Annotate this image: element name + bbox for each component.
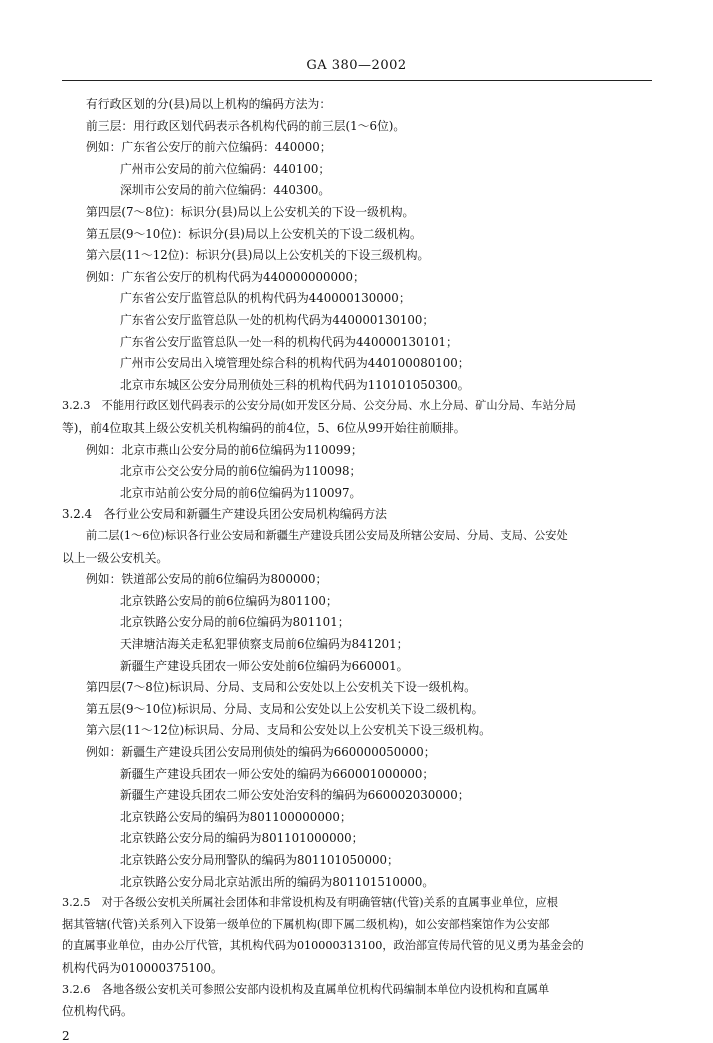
text-line: 例如：北京市燕山公安分局的前6位编码为110099；	[86, 442, 363, 457]
text-line: 前二层(1～6位)标识各行业公安局和新疆生产建设兵团公安局及所辖公安局、分局、支局、公安处	[86, 529, 568, 542]
text-line: 机构代码为010000375100。	[62, 961, 223, 975]
text-line: 第四层(7～8位)：标识分(县)局以上公安机关的下设一级机构。	[86, 205, 415, 219]
text-line: 广东省公安厅监管总队一处的机构代码为440000130100；	[120, 313, 435, 327]
text-line: 北京市站前公安分局的前6位编码为110097。	[120, 485, 362, 500]
text-line: 北京市公交公安分局的前6位编码为110098；	[120, 464, 362, 479]
section-heading-3-2-3: 3.2.3 不能用行政区划代码表示的公安分局(如开发区分局、公交分局、水上分局、矿山分局、车站分局	[62, 399, 576, 413]
text-line: 新疆生产建设兵团农二师公安处治安科的编码为660002030000；	[120, 788, 470, 803]
text-line: 北京铁路公安分局的前6位编码为801101；	[120, 615, 350, 630]
text-line: 前三层：用行政区划代码表示各机构代码的前三层(1～6位)。	[86, 118, 406, 133]
text-line: 第四层(7～8位)标识局、分局、支局和公安处以上公安机关下设一级机构。	[86, 680, 476, 695]
text-line: 北京市东城区公安分局刑侦处三科的机构代码为110101050300。	[120, 377, 470, 392]
text-line: 第五层(9～10位)：标识分(县)局以上公安机关的下设二级机构。	[86, 226, 422, 241]
text-line: 北京铁路公安分局刑警队的编码为801101050000；	[120, 853, 399, 867]
section-heading-3-2-5: 3.2.5 对于各级公安机关所属社会团体和非常设机构及有明确管辖(代管)关系的直属事业单位，应根	[62, 896, 558, 910]
text-line: 北京铁路公安分局北京站派出所的编码为801101510000。	[120, 874, 435, 889]
text-line: 广东省公安厅监管总队的机构代码为440000130000；	[120, 291, 411, 306]
text-line: 广州市公安局出入境管理处综合科的机构代码为440100080100；	[120, 356, 470, 371]
text-line: 的直属事业单位，由办公厅代管，其机构代码为010000313100，政治部宣传局代管的见义勇为基金会的	[62, 939, 584, 953]
text-line: 深圳市公安局的前六位编码：440300。	[120, 183, 331, 198]
text-line: 新疆生产建设兵团农一师公安处的编码为660001000000；	[120, 766, 435, 781]
text-line: 例如：新疆生产建设兵团公安局刑侦处的编码为660000050000；	[86, 745, 436, 759]
text-line: 广州市公安局的前六位编码：440100；	[120, 161, 331, 176]
text-line: 等)，前4位取其上级公安机关机构编码的前4位，5、6位从99开始往前顺排。	[62, 421, 466, 435]
page-number: 2	[62, 1028, 70, 1043]
text-line: 第五层(9～10位)标识局、分局、支局和公安处以上公安机关下设二级机构。	[86, 701, 484, 716]
text-line: 例如：广东省公安厅的前六位编码：440000；	[86, 140, 332, 155]
text-line: 例如：铁道部公安局的前6位编码为800000；	[86, 572, 328, 587]
text-line: 例如：广东省公安厅的机构代码为440000000000；	[86, 269, 365, 284]
text-line: 广东省公安厅监管总队一处一科的机构代码为440000130101；	[120, 334, 458, 349]
text-line: 第六层(11～12位)标识局、分局、支局和公安处以上公安机关下设三级机构。	[86, 723, 491, 738]
text-line: 北京铁路公安局的编码为801100000000；	[120, 809, 352, 824]
text-line: 有行政区划的分(县)局以上机构的编码方法为：	[86, 97, 332, 111]
header-rule	[62, 80, 652, 81]
standard-code-header: GA 380—2002	[306, 58, 407, 73]
text-line: 据其管辖(代管)关系列入下设第一级单位的下属机构(即下属二级机构)，如公安部档案馆作为公安部	[62, 917, 550, 931]
text-line: 北京铁路公安分局的编码为801101000000；	[120, 831, 364, 846]
text-line: 第六层(11～12位)：标识分(县)局以上公安机关的下设三级机构。	[86, 248, 430, 263]
text-line: 新疆生产建设兵团农一师公安处前6位编码为660001。	[120, 658, 409, 673]
text-line: 天津塘沽海关走私犯罪侦察支局前6位编码为841201；	[120, 637, 409, 651]
text-line: 以上一级公安机关。	[62, 550, 169, 565]
section-heading-3-2-6: 3.2.6 各地各级公安机关可参照公安部内设机构及直属单位机构代码编制本单位内设机构和直属单	[62, 982, 550, 996]
section-heading-3-2-4: 3.2.4 各行业公安局和新疆生产建设兵团公安局机构编码方法	[62, 507, 387, 522]
text-line: 位机构代码。	[62, 1004, 133, 1019]
text-line: 北京铁路公安局的前6位编码为801100；	[120, 593, 338, 608]
